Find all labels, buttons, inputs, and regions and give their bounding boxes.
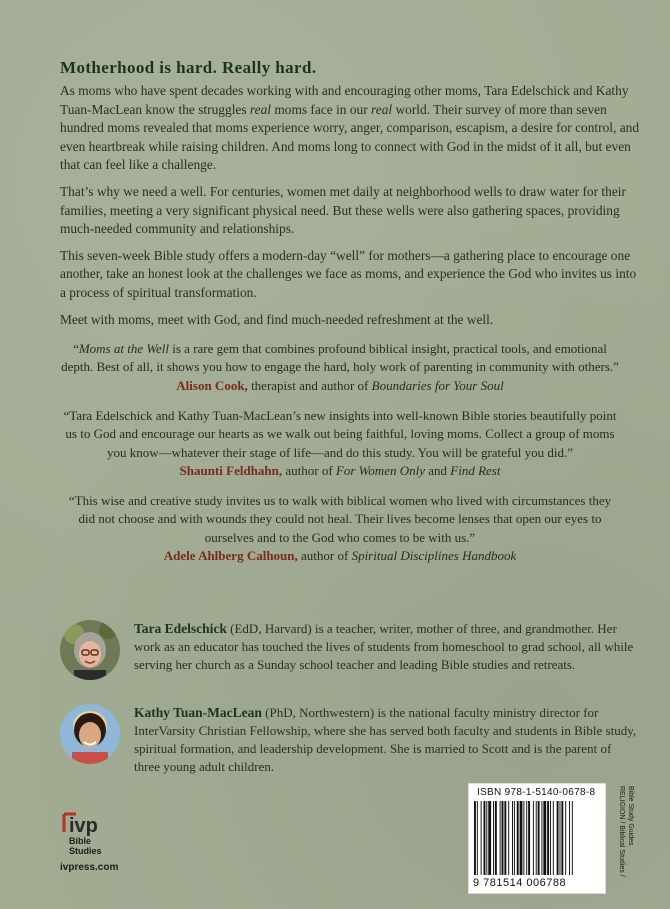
book-title: Boundaries for Your Soul [371,377,504,393]
endorsement-attribution [60,377,620,395]
barcode-bar [561,801,563,875]
barcode-bar [508,801,509,875]
book-title: Spiritual Disciplines Handbook [351,548,517,564]
barcode-bar [517,801,519,875]
barcode-bar [526,801,527,875]
barcode-bar [523,801,524,875]
description-paragraph-1 [60,82,640,175]
barcode-bar [514,801,515,875]
endorser-role: author of [282,463,336,479]
text-run: As moms who have spent decades working with and encouraging other moms, Tara Edelschick and Kathy Tuan-MacLean know the struggles [60,83,629,117]
isbn-digits: 9 781514 006788 [473,877,567,889]
author-bio-tara [134,620,640,674]
endorsement-attribution [60,547,620,565]
description-paragraph-4: Meet with moms, meet with God, and find much-needed refreshment at the well. [60,311,494,327]
description-paragraph-2: That’s why we need a well. For centuries, women met daily at neighborhood wells to draw water for their families, meeting a very significant physical need. But these wells were also gathering spaces, providing much-needed community and relationships. [60,183,626,237]
endorser-name: Adele Ahlberg Calhoun, [163,548,298,564]
endorsement-3 [60,492,620,565]
description-paragraph-3: This seven-week Bible study offers a modern-day “well” for mothers—a gathering place to encourage one another, take an honest look at the challenges we face as moms, and experience the God who invites us into a process of spiritual transformation. [60,247,637,300]
emphasis: real [371,101,393,117]
endorsement-attribution [60,462,620,480]
endorsement-quote: “Tara Edelschick and Kathy Tuan-MacLean’s new insights into well-known Bible stories beautifully point us to God and encourage our hearts as we walk out being faithful, loving moms. Collect a group of moms you know—whatever their stage of life—and do this study. You will be grateful you did.” [63,407,617,460]
author-kathy [60,704,640,784]
logo-text: ivp [69,815,98,837]
endorsement-2 [60,407,620,480]
endorser-name: Alison Cook, [176,377,248,393]
barcode-bar [569,801,570,875]
barcode-bar [500,801,501,875]
author-name: Tara Edelschick [134,621,227,636]
logo-line-1: Bible [69,836,92,846]
publisher-url: ivpress.com [60,862,119,873]
portrait-icon [60,620,120,680]
barcode-bar [528,801,530,875]
category-text-vertical [612,784,640,894]
barcode-bar [553,801,554,875]
author-bio-kathy [134,704,640,776]
text-run: world. Their survey of more than seven hundred moms revealed that moms experience worry, anger, comparison, escapism, a desire for control, and even heartbreak while raising children. And moms long to connect with God in the midst of it all, but even that can feel like a challenge. [60,101,640,173]
barcode-bar [560,801,561,875]
barcode-bar [495,801,497,875]
barcode-bar [550,801,551,875]
author-tara [60,620,640,700]
endorsement-quote: “This wise and creative study invites us to walk with biblical women who lived with circumstances they did not choose and with wounds they could not heal. Their lives become lenses that open our eyes to ourselves and to the God who comes to be with us.” [68,493,612,545]
category-line-2: Bible Study Guides [627,786,634,846]
category-label [612,784,640,894]
publisher-logo [60,810,140,880]
barcode-bar [520,801,523,875]
book-title: For Women Only [335,463,425,479]
text-run: is a rare gem that combines profound biblical insight, practical tools, and emotional depth. Best of all, it shows you how to engage the hard, holy work of parenting in community with others.” [61,341,619,375]
barcode-bar [541,801,542,875]
logo-line-2: Studies [69,846,102,856]
barcode-bar [533,801,534,875]
barcode [468,783,606,894]
endorser-role: author of [297,548,352,564]
author-bio-text: (EdD, Harvard) is a teacher, writer, mother of three, and grandmother. Her work as an educator has touched the lives of students from homeschool to grad school, all while serving her church as a Sunday school teacher and leading Bible studies and retreats. [134,621,634,672]
quote-mark: “ [73,341,79,356]
barcode-bar [547,801,549,875]
barcode-bar [512,801,513,875]
barcode-bar [486,801,487,875]
portrait-icon [60,704,120,764]
barcode-bar [484,801,486,875]
author-name: Kathy Tuan-MacLean [134,705,262,720]
category-line-1: RELIGION / Biblical Studies / [618,786,625,877]
endorsement-quote [60,340,620,377]
endorser-name: Shaunti Feldhahn, [179,463,283,479]
barcode-bar [543,801,546,875]
barcode-bar [536,801,537,875]
book-title: Find Rest [450,463,501,479]
barcode-bars-icon [474,801,600,875]
barcode-bar [477,801,478,875]
endorsements [60,340,620,577]
barcode-bar [493,801,494,875]
headline: Motherhood is hard. Really hard. [60,58,317,77]
author-bio-text: (PhD, Northwestern) is the national faculty ministry director for InterVarsity Christian Fellowship, where she has served both faculty and students in Bible study, spiritual formation, and leadership development. She is married to Scott and is the parent of three young adult children. [134,705,637,774]
book-title: Moms at the Well [78,341,169,356]
barcode-bar [572,801,573,875]
endorser-role: therapist and author of [247,377,372,393]
author-photo-kathy [60,704,120,764]
barcode-bar [504,801,506,875]
barcode-bar [474,801,476,875]
emphasis: real [249,101,271,117]
ivp-logo-icon [60,810,140,880]
barcode-bar [565,801,566,875]
description [60,82,640,337]
text-run: and [425,463,451,479]
author-photo-tara [60,620,120,680]
isbn-label: ISBN 978-1-5140-0678-8 [477,787,596,798]
barcode-bar [557,801,559,875]
barcode-bar [538,801,540,875]
barcode-bar [502,801,504,875]
barcode-bar [488,801,491,875]
text-run: moms face in our [271,101,372,117]
barcode-bar [481,801,482,875]
endorsement-1 [60,340,620,395]
